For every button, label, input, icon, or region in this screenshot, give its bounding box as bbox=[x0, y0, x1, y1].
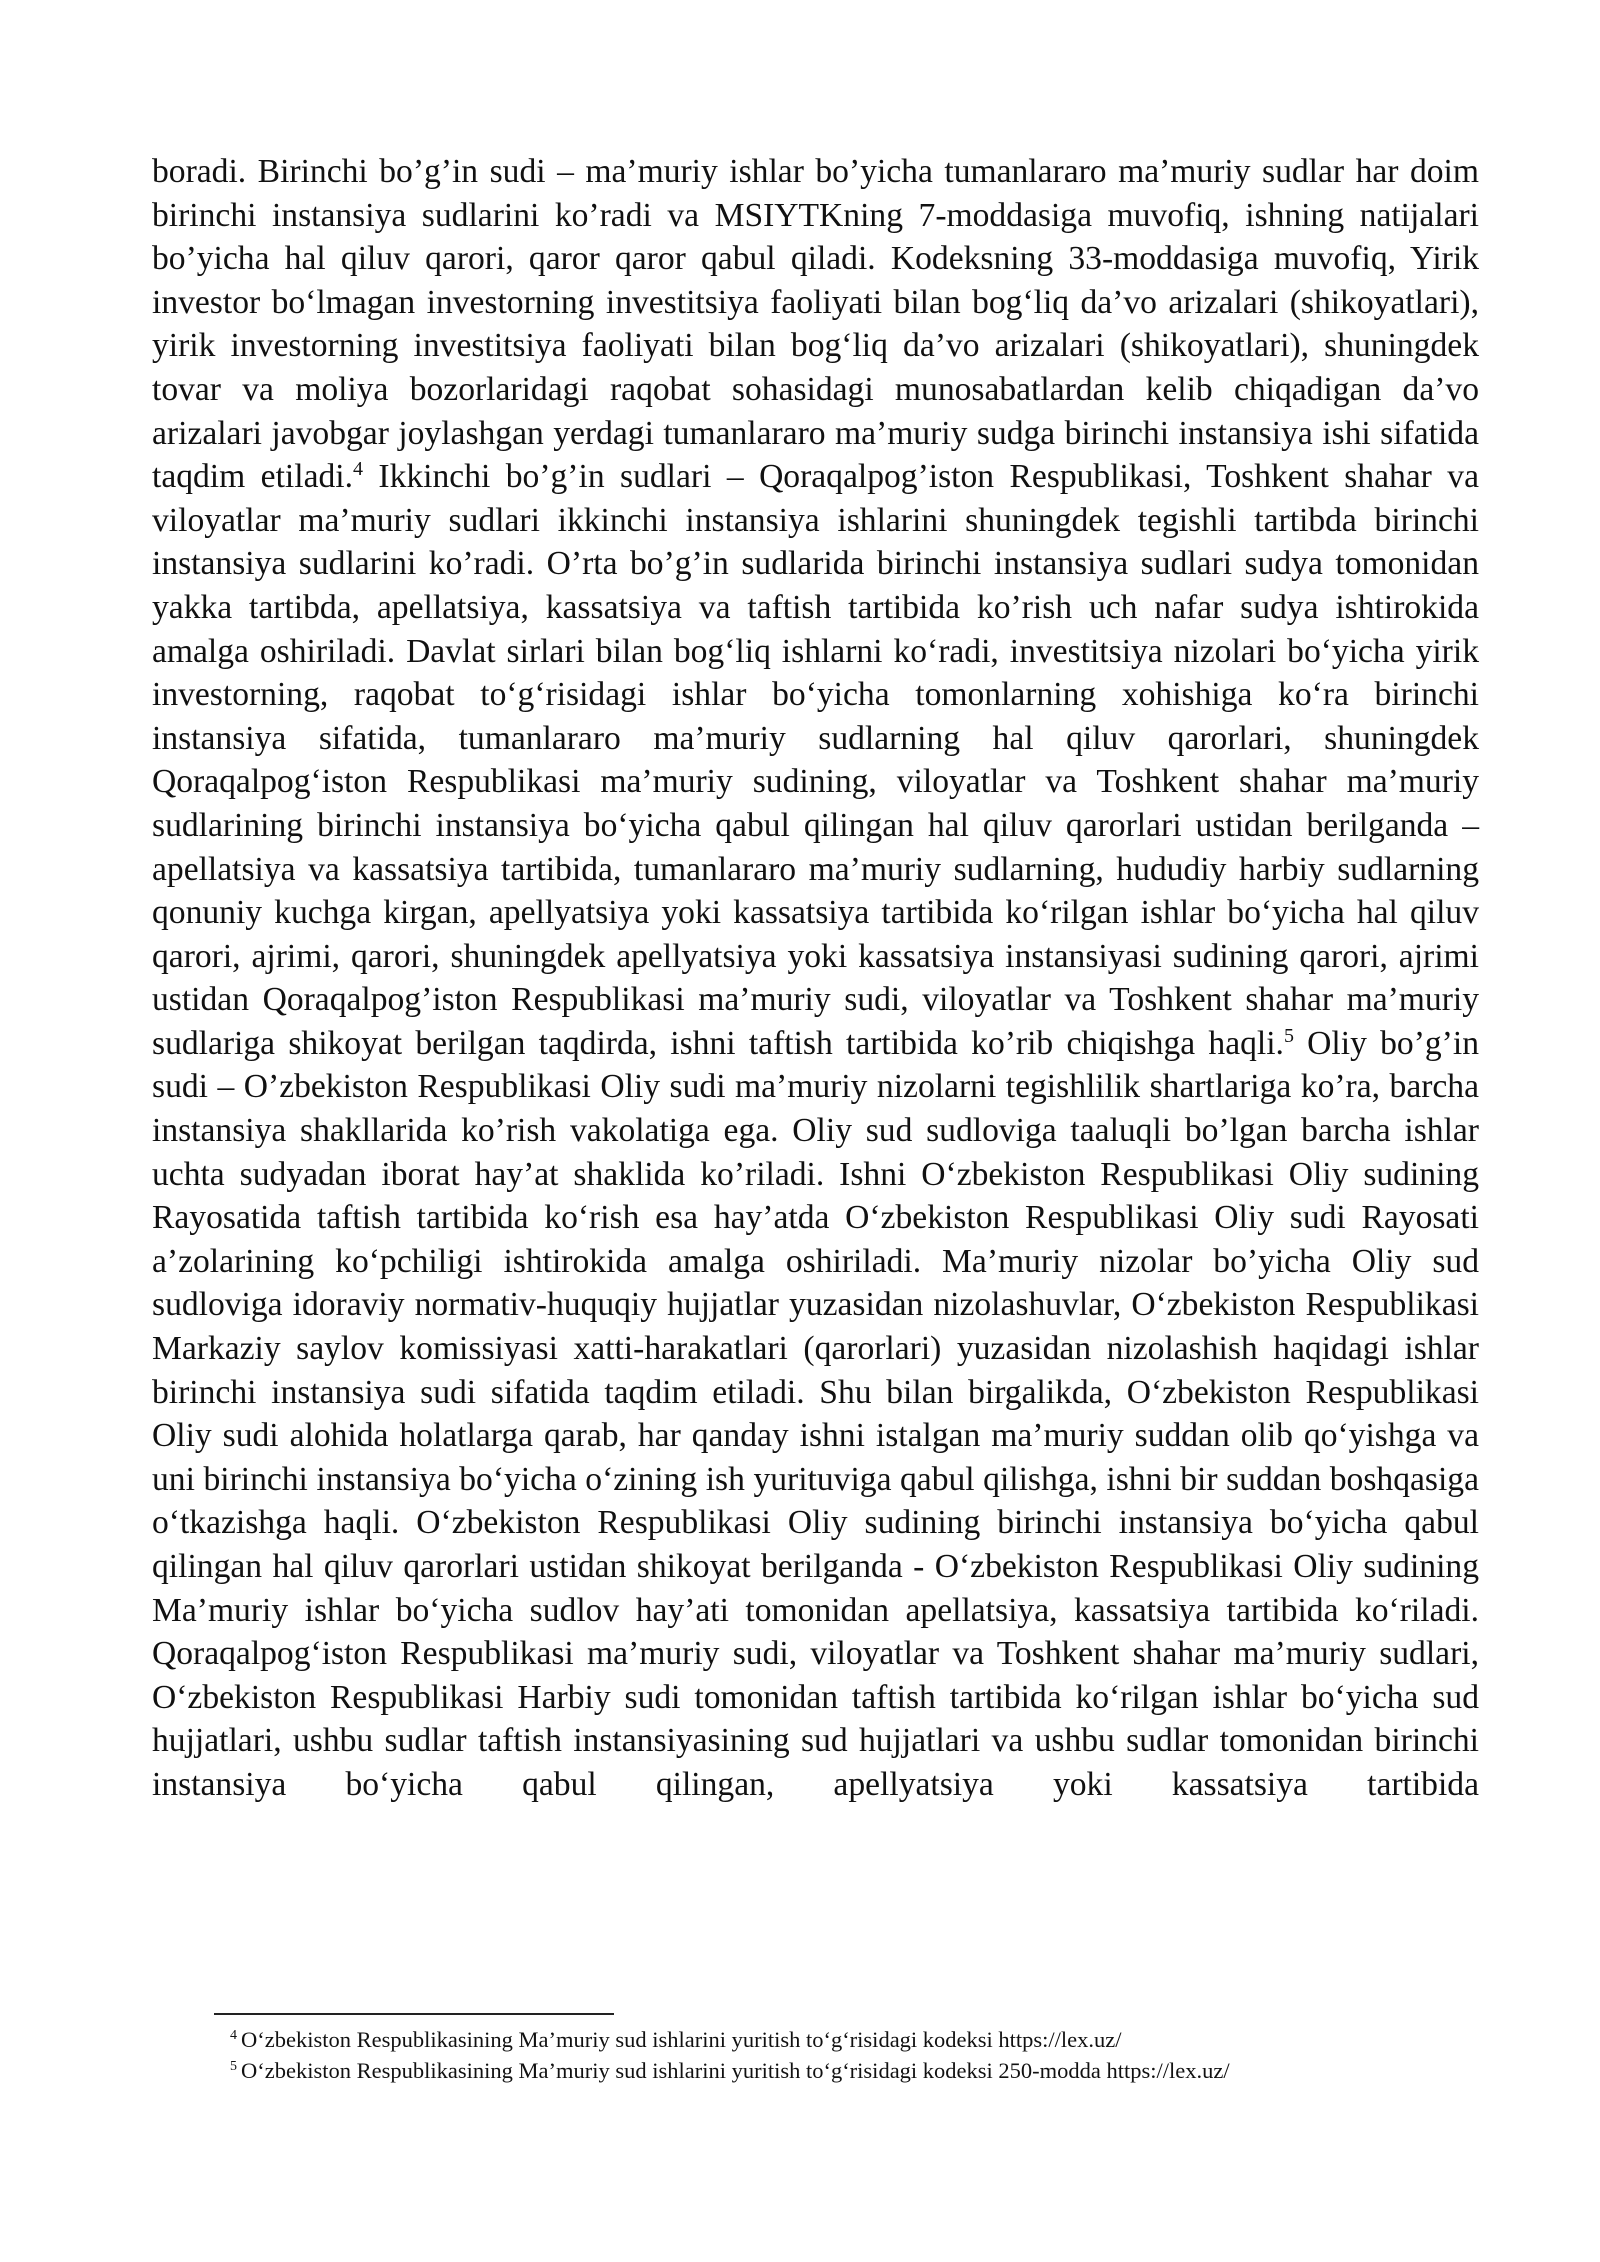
body-text-part-2: Ikkinchi bo’g’in sudlari – Qoraqalpog’iston Respublikasi, Toshkent shahar va viloyatlar ma’muriy sudlari ikkinchi instansiya ishlarini shuningdek tegishli tartibda birinchi instansiya sudlarini ko’radi. O’rta bo’g’in sudlarida birinchi instansiya sudlari sudya tomonidan yakka tartibda, apellatsiya, kassatsiya va taftish tartibida ko’rish uch nafar sudya ishtirokida amalga oshiriladi. Davlat sirlari bilan bog‘liq ishlarni ko‘radi, investitsiya nizolari bo‘yicha yirik investorning, raqobat to‘g‘risidagi ishlar bo‘yicha tomonlarning xohishiga ko‘ra birinchi instansiya sifatida, tumanlararo ma’muriy sudlarning hal qiluv qarorlari, shuningdek Qoraqalpog‘iston Respublikasi ma’muriy sudining, viloyatlar va Toshkent shahar ma’muriy sudlarining birinchi instansiya bo‘yicha qabul qilingan hal qiluv qarorlari ustidan berilganda – apellatsiya va kassatsiya tartibida, tumanlararo ma’muriy sudlarning, hududiy harbiy sudlarning qonuniy kuchga kirgan, apellyatsiya yoki kassatsiya tartibida ko‘rilgan ishlar bo‘yicha hal qiluv qarori, ajrimi, qarori, shuningdek apellyatsiya yoki kassatsiya instansiyasi sudining qarori, ajrimi ustidan Qoraqalpog’iston Respublikasi ma’muriy sudi, viloyatlar va Toshkent shahar ma’muriy sudlariga shikoyat berilgan taqdirda, ishni taftish tartibida ko’rib chiqishga haqli. bbox=[152, 458, 1479, 1062]
footnote-5 bbox=[230, 2055, 1480, 2086]
footnote-number: 5 bbox=[230, 2058, 237, 2074]
document-page bbox=[152, 150, 1479, 1807]
footnote-number: 4 bbox=[230, 2027, 237, 2043]
body-text-part-1: boradi. Birinchi bo’g’in sudi – ma’muriy ishlar bo’yicha tumanlararo ma’muriy sudlar har doim birinchi instansiya sudlarini ko’radi va MSIYTKning 7-moddasiga muvofiq, ishning natijalari bo’yicha hal qiluv qarori, qaror qaror qabul qiladi. Kodeksning 33-moddasiga muvofiq, Yirik investor bo‘lmagan investorning investitsiya faoliyati bilan bog‘liq da’vo arizalari (shikoyatlari), yirik investorning investitsiya faoliyati bilan bog‘liq da’vo arizalari (shikoyatlari), shuningdek tovar va moliya bozorlaridagi raqobat sohasidagi munosabatlardan kelib chiqadigan da’vo arizalari javobgar joylashgan yerdagi tumanlararo ma’muriy sudga birinchi instansiya ishi sifatida taqdim etiladi. bbox=[152, 153, 1479, 496]
footnote-reference-4: 4 bbox=[353, 457, 363, 480]
footnote-text: O‘zbekiston Respublikasining Ma’muriy sud ishlarini yuritish to‘g‘risidagi kodeksi 250-modda https://lex.uz/ bbox=[241, 2058, 1230, 2083]
footnote-text: O‘zbekiston Respublikasining Ma’muriy sud ishlarini yuritish to‘g‘risidagi kodeksi https://lex.uz/ bbox=[241, 2027, 1122, 2052]
footnote-4 bbox=[230, 2024, 1480, 2055]
body-text-part-3: Oliy bo’g’in sudi – O’zbekiston Respublikasi Oliy sudi ma’muriy nizolarni tegishlilik shartlariga ko’ra, barcha instansiya shakllarida ko’rish vakolatiga ega. Oliy sud sudloviga taaluqli bo’lgan barcha ishlar uchta sudyadan iborat hay’at shaklida ko’riladi. Ishni O‘zbekiston Respublikasi Oliy sudining Rayosatida taftish tartibida ko‘rish esa hay’atda O‘zbekiston Respublikasi Oliy sudi Rayosati a’zolarining ko‘pchiligi ishtirokida amalga oshiriladi. Ma’muriy nizolar bo’yicha Oliy sud sudloviga idoraviy normativ-huquqiy hujjatlar yuzasidan nizolashuvlar, O‘zbekiston Respublikasi Markaziy saylov komissiyasi xatti-harakatlari (qarorlari) yuzasidan nizolashish haqidagi ishlar birinchi instansiya sudi sifatida taqdim etiladi. Shu bilan birgalikda, O‘zbekiston Respublikasi Oliy sudi alohida holatlarga qarab, har qanday ishni istalgan ma’muriy suddan olib qo‘yishga va uni birinchi instansiya bo‘yicha o‘zining ish yurituviga qabul qilishga, ishni bir suddan boshqasiga o‘tkazishga haqli. O‘zbekiston Respublikasi Oliy sudining birinchi instansiya bo‘yicha qabul qilingan hal qiluv qarorlari ustidan shikoyat berilganda - O‘zbekiston Respublikasi Oliy sudining Ma’muriy ishlar bo‘yicha sudlov hay’ati tomonidan apellatsiya, kassatsiya tartibida ko‘riladi. Qoraqalpog‘iston Respublikasi ma’muriy sudi, viloyatlar va Toshkent shahar ma’muriy sudlari, O‘zbekiston Respublikasi Harbiy sudi tomonidan taftish tartibida ko‘rilgan ishlar bo‘yicha sud hujjatlari, ushbu sudlar taftish instansiyasining sud hujjatlari va ushbu sudlar tomonidan birinchi instansiya bo‘yicha qabul qilingan, apellyatsiya yoki kassatsiya tartibida bbox=[152, 1024, 1479, 1803]
footnote-separator bbox=[214, 2013, 614, 2015]
footnotes bbox=[230, 2024, 1480, 2086]
footnote-reference-5: 5 bbox=[1283, 1024, 1294, 1047]
body-paragraph bbox=[152, 150, 1479, 1807]
